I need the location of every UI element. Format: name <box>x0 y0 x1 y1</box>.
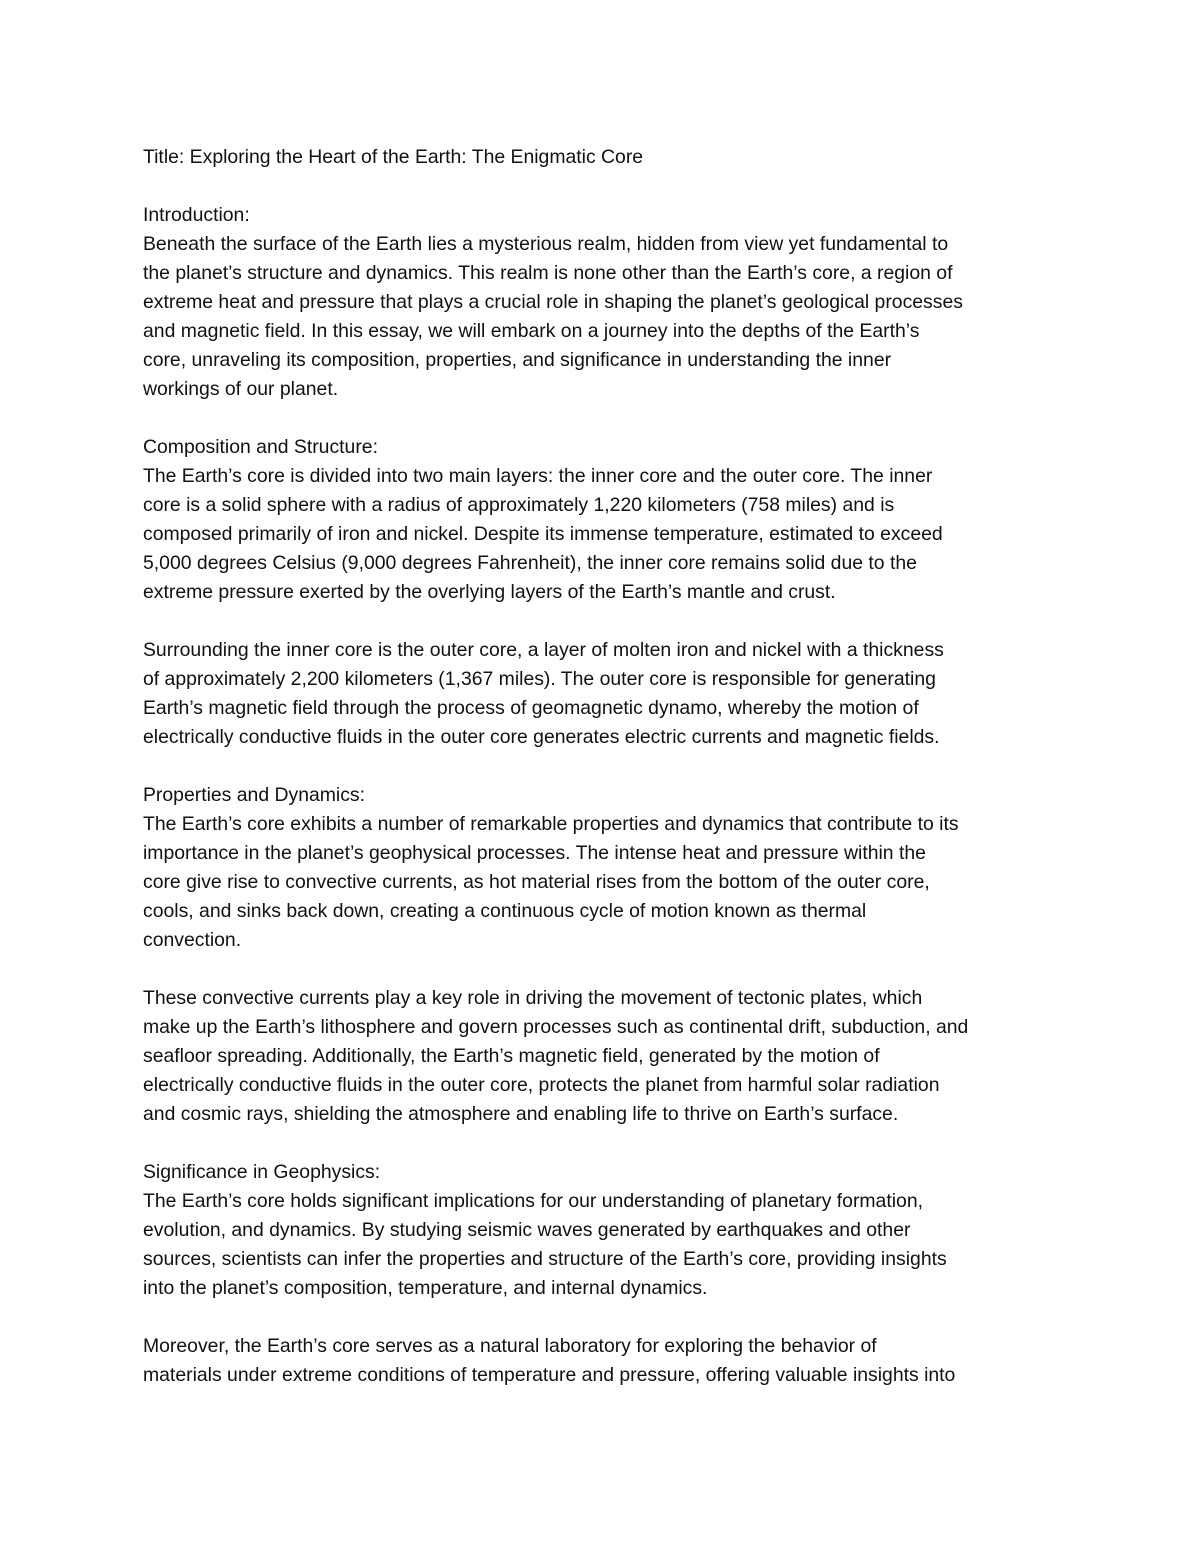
paragraph-line: 5,000 degrees Celsius (9,000 degrees Fahrenheit), the inner core remains solid due to the <box>143 552 917 574</box>
document-title-block <box>143 143 1068 172</box>
paragraph-line: and cosmic rays, shielding the atmosphere and enabling life to thrive on Earth’s surface. <box>143 1103 899 1125</box>
paragraph-line: These convective currents play a key role in driving the movement of tectonic plates, which <box>143 987 923 1009</box>
section-heading: Introduction: <box>143 204 250 226</box>
paragraph-line: Earth’s magnetic field through the process of geomagnetic dynamo, whereby the motion of <box>143 697 919 719</box>
paragraph-line: workings of our planet. <box>143 378 339 400</box>
paragraph-line: extreme pressure exerted by the overlying layers of the Earth’s mantle and crust. <box>143 581 836 603</box>
paragraph-line: and magnetic field. In this essay, we will embark on a journey into the depths of the Earth’s <box>143 320 920 342</box>
paragraph-line: make up the Earth’s lithosphere and govern processes such as continental drift, subduction, and <box>143 1016 969 1038</box>
paragraph-line: Beneath the surface of the Earth lies a mysterious realm, hidden from view yet fundamental to <box>143 233 949 255</box>
document-paragraph <box>143 433 1068 607</box>
paragraph-line: evolution, and dynamics. By studying seismic waves generated by earthquakes and other <box>143 1219 911 1241</box>
paragraph-line: into the planet’s composition, temperature, and internal dynamics. <box>143 1277 708 1299</box>
section-heading: Properties and Dynamics: <box>143 784 366 806</box>
document-paragraph <box>143 201 1068 404</box>
paragraph-line: Surrounding the inner core is the outer core, a layer of molten iron and nickel with a thickness <box>143 639 944 661</box>
document-paragraph <box>143 984 1068 1129</box>
paragraph-line: composed primarily of iron and nickel. Despite its immense temperature, estimated to exceed <box>143 523 943 545</box>
section-heading: Composition and Structure: <box>143 436 378 458</box>
document-paragraph <box>143 1332 1068 1390</box>
paragraph-line: importance in the planet’s geophysical processes. The intense heat and pressure within the <box>143 842 926 864</box>
paragraph-line: The Earth’s core is divided into two main layers: the inner core and the outer core. The inner <box>143 465 933 487</box>
paragraph-line: The Earth’s core holds significant implications for our understanding of planetary formation, <box>143 1190 923 1212</box>
paragraph-line: core give rise to convective currents, as hot material rises from the bottom of the outer core, <box>143 871 930 893</box>
paragraph-line: materials under extreme conditions of temperature and pressure, offering valuable insights into <box>143 1364 956 1386</box>
paragraph-line: sources, scientists can infer the properties and structure of the Earth’s core, providing insights <box>143 1248 947 1270</box>
document-paragraph <box>143 1158 1068 1303</box>
document-body <box>143 201 1068 1390</box>
document-paragraph <box>143 636 1068 752</box>
document-title: Title: Exploring the Heart of the Earth: The Enigmatic Core <box>143 146 644 168</box>
document-paragraph <box>143 781 1068 955</box>
paragraph-line: the planet’s structure and dynamics. This realm is none other than the Earth’s core, a region of <box>143 262 953 284</box>
paragraph-line: electrically conductive fluids in the outer core, protects the planet from harmful solar radiation <box>143 1074 940 1096</box>
paragraph-line: cools, and sinks back down, creating a continuous cycle of motion known as thermal <box>143 900 867 922</box>
paragraph-line: extreme heat and pressure that plays a crucial role in shaping the planet’s geological processes <box>143 291 963 313</box>
paragraph-line: Moreover, the Earth’s core serves as a natural laboratory for exploring the behavior of <box>143 1335 877 1357</box>
paragraph-line: core is a solid sphere with a radius of approximately 1,220 kilometers (758 miles) and is <box>143 494 895 516</box>
paragraph-line: core, unraveling its composition, properties, and significance in understanding the inner <box>143 349 892 371</box>
paragraph-line: of approximately 2,200 kilometers (1,367 miles). The outer core is responsible for generating <box>143 668 936 690</box>
paragraph-line: electrically conductive fluids in the outer core generates electric currents and magnetic fields. <box>143 726 940 748</box>
paragraph-line: The Earth’s core exhibits a number of remarkable properties and dynamics that contribute to its <box>143 813 959 835</box>
section-heading: Significance in Geophysics: <box>143 1161 381 1183</box>
paragraph-line: convection. <box>143 929 242 951</box>
paragraph-line: seafloor spreading. Additionally, the Earth’s magnetic field, generated by the motion of <box>143 1045 880 1067</box>
document-page <box>143 143 1068 1419</box>
